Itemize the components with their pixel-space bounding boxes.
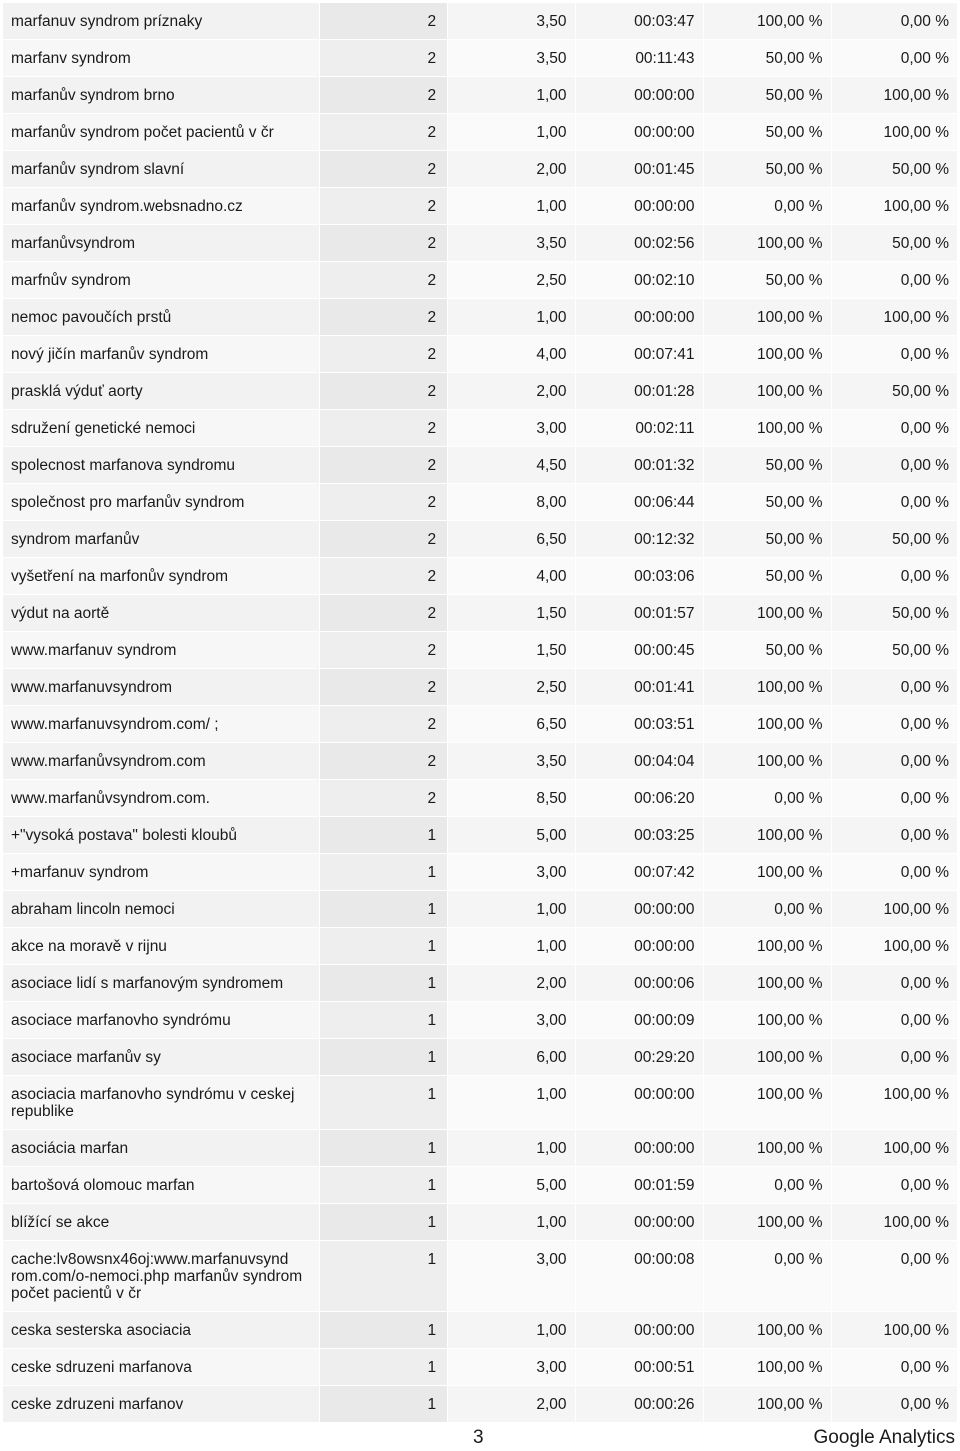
pages-per-visit-cell: 5,00 <box>447 1167 575 1204</box>
visits-cell: 1 <box>319 1204 447 1241</box>
bounce-rate-cell: 0,00 % <box>831 669 957 706</box>
table-row <box>3 1039 957 1076</box>
table-row <box>3 891 957 928</box>
table-row <box>3 447 957 484</box>
bounce-rate-cell: 0,00 % <box>831 743 957 780</box>
keyword-cell: bartošová olomouc marfan <box>3 1167 319 1204</box>
bounce-rate-cell: 100,00 % <box>831 1312 957 1349</box>
visits-cell: 2 <box>319 77 447 114</box>
pages-per-visit-cell: 2,00 <box>447 1386 575 1423</box>
table-row <box>3 780 957 817</box>
page-number: 3 <box>473 1427 484 1448</box>
table-row <box>3 262 957 299</box>
keyword-cell: marfanv syndrom <box>3 40 319 77</box>
keyword-cell: nový jičín marfanův syndrom <box>3 336 319 373</box>
avg-time-cell: 00:03:51 <box>575 706 703 743</box>
avg-time-cell: 00:04:04 <box>575 743 703 780</box>
new-visits-cell: 50,00 % <box>703 632 831 669</box>
bounce-rate-cell: 50,00 % <box>831 225 957 262</box>
new-visits-cell: 100,00 % <box>703 706 831 743</box>
visits-cell: 1 <box>319 1386 447 1423</box>
visits-cell: 2 <box>319 225 447 262</box>
pages-per-visit-cell: 3,50 <box>447 3 575 40</box>
bounce-rate-cell: 100,00 % <box>831 928 957 965</box>
keyword-cell: výdut na aortě <box>3 595 319 632</box>
keyword-cell: marfanův syndrom brno <box>3 77 319 114</box>
bounce-rate-cell: 0,00 % <box>831 780 957 817</box>
avg-time-cell: 00:03:06 <box>575 558 703 595</box>
table-row <box>3 817 957 854</box>
bounce-rate-cell: 0,00 % <box>831 262 957 299</box>
avg-time-cell: 00:03:25 <box>575 817 703 854</box>
keyword-cell: asociácia marfan <box>3 1130 319 1167</box>
bounce-rate-cell: 100,00 % <box>831 299 957 336</box>
bounce-rate-cell: 0,00 % <box>831 447 957 484</box>
pages-per-visit-cell: 6,50 <box>447 521 575 558</box>
pages-per-visit-cell: 3,00 <box>447 410 575 447</box>
keyword-cell: asociace marfanův sy <box>3 1039 319 1076</box>
keyword-cell: prasklá výduť aorty <box>3 373 319 410</box>
keyword-cell: marfanův syndrom.websnadno.cz <box>3 188 319 225</box>
keyword-cell: syndrom marfanův <box>3 521 319 558</box>
pages-per-visit-cell: 1,00 <box>447 299 575 336</box>
avg-time-cell: 00:01:57 <box>575 595 703 632</box>
pages-per-visit-cell: 4,00 <box>447 558 575 595</box>
keyword-cell: asociace lidí s marfanovým syndromem <box>3 965 319 1002</box>
pages-per-visit-cell: 2,00 <box>447 373 575 410</box>
avg-time-cell: 00:12:32 <box>575 521 703 558</box>
pages-per-visit-cell: 2,00 <box>447 965 575 1002</box>
new-visits-cell: 100,00 % <box>703 1204 831 1241</box>
pages-per-visit-cell: 3,50 <box>447 40 575 77</box>
table-row <box>3 40 957 77</box>
avg-time-cell: 00:00:00 <box>575 299 703 336</box>
new-visits-cell: 100,00 % <box>703 1386 831 1423</box>
keyword-cell: marfanuv syndrom príznaky <box>3 3 319 40</box>
keyword-cell: cache:lv8owsnx46oj:www.marfanuvsynd rom.com/o-nemoci.php marfanův syndrom počet pacientů v čr <box>3 1241 319 1312</box>
table-row <box>3 965 957 1002</box>
visits-cell: 2 <box>319 151 447 188</box>
pages-per-visit-cell: 2,00 <box>447 151 575 188</box>
bounce-rate-cell: 0,00 % <box>831 1167 957 1204</box>
visits-cell: 1 <box>319 965 447 1002</box>
new-visits-cell: 50,00 % <box>703 262 831 299</box>
avg-time-cell: 00:00:00 <box>575 114 703 151</box>
keyword-cell: sdružení genetické nemoci <box>3 410 319 447</box>
avg-time-cell: 00:00:00 <box>575 928 703 965</box>
avg-time-cell: 00:01:32 <box>575 447 703 484</box>
new-visits-cell: 100,00 % <box>703 373 831 410</box>
table-row <box>3 336 957 373</box>
avg-time-cell: 00:02:10 <box>575 262 703 299</box>
bounce-rate-cell: 100,00 % <box>831 188 957 225</box>
avg-time-cell: 00:06:44 <box>575 484 703 521</box>
table-row <box>3 373 957 410</box>
new-visits-cell: 0,00 % <box>703 891 831 928</box>
visits-cell: 2 <box>319 262 447 299</box>
avg-time-cell: 00:00:00 <box>575 188 703 225</box>
keyword-cell: www.marfanůvsyndrom.com. <box>3 780 319 817</box>
keyword-cell: abraham lincoln nemoci <box>3 891 319 928</box>
avg-time-cell: 00:00:09 <box>575 1002 703 1039</box>
bounce-rate-cell: 0,00 % <box>831 410 957 447</box>
visits-cell: 2 <box>319 743 447 780</box>
bounce-rate-cell: 50,00 % <box>831 373 957 410</box>
avg-time-cell: 00:00:26 <box>575 1386 703 1423</box>
keyword-cell: www.marfanuvsyndrom <box>3 669 319 706</box>
new-visits-cell: 100,00 % <box>703 3 831 40</box>
table-body <box>3 3 957 1423</box>
avg-time-cell: 00:00:51 <box>575 1349 703 1386</box>
table-row <box>3 3 957 40</box>
new-visits-cell: 100,00 % <box>703 743 831 780</box>
bounce-rate-cell: 0,00 % <box>831 965 957 1002</box>
pages-per-visit-cell: 8,50 <box>447 780 575 817</box>
bounce-rate-cell: 0,00 % <box>831 854 957 891</box>
keyword-cell: www.marfanůvsyndrom.com <box>3 743 319 780</box>
pages-per-visit-cell: 1,00 <box>447 928 575 965</box>
keyword-cell: ceske zdruzeni marfanov <box>3 1386 319 1423</box>
avg-time-cell: 00:02:56 <box>575 225 703 262</box>
bounce-rate-cell: 0,00 % <box>831 1386 957 1423</box>
visits-cell: 1 <box>319 1002 447 1039</box>
pages-per-visit-cell: 6,50 <box>447 706 575 743</box>
avg-time-cell: 00:00:00 <box>575 1076 703 1130</box>
bounce-rate-cell: 0,00 % <box>831 3 957 40</box>
table-row <box>3 225 957 262</box>
avg-time-cell: 00:06:20 <box>575 780 703 817</box>
avg-time-cell: 00:11:43 <box>575 40 703 77</box>
visits-cell: 1 <box>319 854 447 891</box>
visits-cell: 2 <box>319 188 447 225</box>
visits-cell: 2 <box>319 632 447 669</box>
new-visits-cell: 50,00 % <box>703 114 831 151</box>
table-row <box>3 410 957 447</box>
pages-per-visit-cell: 1,00 <box>447 1130 575 1167</box>
pages-per-visit-cell: 1,00 <box>447 1204 575 1241</box>
keyword-cell: asociacia marfanovho syndrómu v ceskej republike <box>3 1076 319 1130</box>
new-visits-cell: 50,00 % <box>703 484 831 521</box>
visits-cell: 1 <box>319 1312 447 1349</box>
visits-cell: 2 <box>319 780 447 817</box>
visits-cell: 1 <box>319 817 447 854</box>
pages-per-visit-cell: 4,50 <box>447 447 575 484</box>
keyword-report-table <box>3 3 957 1423</box>
pages-per-visit-cell: 1,50 <box>447 632 575 669</box>
bounce-rate-cell: 50,00 % <box>831 595 957 632</box>
new-visits-cell: 50,00 % <box>703 77 831 114</box>
pages-per-visit-cell: 3,00 <box>447 854 575 891</box>
table-row <box>3 484 957 521</box>
table-row <box>3 77 957 114</box>
avg-time-cell: 00:01:59 <box>575 1167 703 1204</box>
keyword-cell: marfanův syndrom slavní <box>3 151 319 188</box>
keyword-cell: +"vysoká postava" bolesti kloubů <box>3 817 319 854</box>
bounce-rate-cell: 50,00 % <box>831 151 957 188</box>
pages-per-visit-cell: 3,50 <box>447 225 575 262</box>
footer-brand: Google Analytics <box>813 1427 955 1448</box>
new-visits-cell: 100,00 % <box>703 225 831 262</box>
avg-time-cell: 00:03:47 <box>575 3 703 40</box>
new-visits-cell: 100,00 % <box>703 336 831 373</box>
new-visits-cell: 100,00 % <box>703 669 831 706</box>
new-visits-cell: 100,00 % <box>703 1349 831 1386</box>
new-visits-cell: 100,00 % <box>703 299 831 336</box>
new-visits-cell: 50,00 % <box>703 521 831 558</box>
new-visits-cell: 50,00 % <box>703 151 831 188</box>
page-footer <box>0 1424 960 1451</box>
table-row <box>3 521 957 558</box>
pages-per-visit-cell: 1,00 <box>447 891 575 928</box>
pages-per-visit-cell: 1,50 <box>447 595 575 632</box>
visits-cell: 2 <box>319 595 447 632</box>
avg-time-cell: 00:00:08 <box>575 1241 703 1312</box>
new-visits-cell: 0,00 % <box>703 780 831 817</box>
avg-time-cell: 00:01:41 <box>575 669 703 706</box>
table-row <box>3 854 957 891</box>
table-row <box>3 114 957 151</box>
pages-per-visit-cell: 2,50 <box>447 669 575 706</box>
keyword-cell: marfnův syndrom <box>3 262 319 299</box>
visits-cell: 2 <box>319 299 447 336</box>
keyword-cell: asociace marfanovho syndrómu <box>3 1002 319 1039</box>
pages-per-visit-cell: 1,00 <box>447 77 575 114</box>
pages-per-visit-cell: 1,00 <box>447 188 575 225</box>
keyword-cell: +marfanuv syndrom <box>3 854 319 891</box>
new-visits-cell: 100,00 % <box>703 965 831 1002</box>
avg-time-cell: 00:01:45 <box>575 151 703 188</box>
visits-cell: 1 <box>319 1039 447 1076</box>
visits-cell: 2 <box>319 336 447 373</box>
visits-cell: 1 <box>319 1349 447 1386</box>
keyword-cell: ceska sesterska asociacia <box>3 1312 319 1349</box>
table-row <box>3 151 957 188</box>
visits-cell: 1 <box>319 1167 447 1204</box>
new-visits-cell: 100,00 % <box>703 854 831 891</box>
visits-cell: 1 <box>319 1241 447 1312</box>
pages-per-visit-cell: 4,00 <box>447 336 575 373</box>
table-row <box>3 706 957 743</box>
avg-time-cell: 00:00:00 <box>575 1204 703 1241</box>
keyword-cell: ceske sdruzeni marfanova <box>3 1349 319 1386</box>
bounce-rate-cell: 0,00 % <box>831 817 957 854</box>
table-row <box>3 1312 957 1349</box>
table-row <box>3 743 957 780</box>
pages-per-visit-cell: 6,00 <box>447 1039 575 1076</box>
visits-cell: 2 <box>319 410 447 447</box>
bounce-rate-cell: 100,00 % <box>831 1130 957 1167</box>
avg-time-cell: 00:00:00 <box>575 1312 703 1349</box>
visits-cell: 2 <box>319 669 447 706</box>
avg-time-cell: 00:00:00 <box>575 1130 703 1167</box>
avg-time-cell: 00:02:11 <box>575 410 703 447</box>
keyword-cell: nemoc pavoučích prstů <box>3 299 319 336</box>
avg-time-cell: 00:00:00 <box>575 77 703 114</box>
new-visits-cell: 0,00 % <box>703 1241 831 1312</box>
table-row <box>3 1002 957 1039</box>
visits-cell: 2 <box>319 40 447 77</box>
avg-time-cell: 00:01:28 <box>575 373 703 410</box>
bounce-rate-cell: 0,00 % <box>831 1349 957 1386</box>
new-visits-cell: 0,00 % <box>703 1167 831 1204</box>
table-row <box>3 1130 957 1167</box>
pages-per-visit-cell: 3,00 <box>447 1349 575 1386</box>
visits-cell: 2 <box>319 484 447 521</box>
bounce-rate-cell: 100,00 % <box>831 114 957 151</box>
bounce-rate-cell: 100,00 % <box>831 1076 957 1130</box>
visits-cell: 2 <box>319 114 447 151</box>
new-visits-cell: 0,00 % <box>703 188 831 225</box>
new-visits-cell: 100,00 % <box>703 1002 831 1039</box>
keyword-cell: spolecnost marfanova syndromu <box>3 447 319 484</box>
bounce-rate-cell: 0,00 % <box>831 484 957 521</box>
bounce-rate-cell: 0,00 % <box>831 1039 957 1076</box>
keyword-cell: akce na moravě v rijnu <box>3 928 319 965</box>
table-row <box>3 1349 957 1386</box>
new-visits-cell: 100,00 % <box>703 410 831 447</box>
visits-cell: 2 <box>319 373 447 410</box>
visits-cell: 1 <box>319 928 447 965</box>
keyword-cell: marfanův syndrom počet pacientů v čr <box>3 114 319 151</box>
pages-per-visit-cell: 1,00 <box>447 114 575 151</box>
visits-cell: 2 <box>319 521 447 558</box>
bounce-rate-cell: 100,00 % <box>831 1204 957 1241</box>
keyword-cell: www.marfanuvsyndrom.com/ ; <box>3 706 319 743</box>
visits-cell: 2 <box>319 558 447 595</box>
bounce-rate-cell: 0,00 % <box>831 706 957 743</box>
table-row <box>3 632 957 669</box>
table-row <box>3 595 957 632</box>
new-visits-cell: 100,00 % <box>703 928 831 965</box>
pages-per-visit-cell: 8,00 <box>447 484 575 521</box>
table-row <box>3 1204 957 1241</box>
new-visits-cell: 50,00 % <box>703 40 831 77</box>
pages-per-visit-cell: 3,50 <box>447 743 575 780</box>
table-row <box>3 669 957 706</box>
keyword-cell: společnost pro marfanův syndrom <box>3 484 319 521</box>
new-visits-cell: 100,00 % <box>703 1039 831 1076</box>
pages-per-visit-cell: 2,50 <box>447 262 575 299</box>
bounce-rate-cell: 0,00 % <box>831 40 957 77</box>
bounce-rate-cell: 0,00 % <box>831 558 957 595</box>
bounce-rate-cell: 50,00 % <box>831 632 957 669</box>
visits-cell: 2 <box>319 447 447 484</box>
bounce-rate-cell: 0,00 % <box>831 336 957 373</box>
bounce-rate-cell: 0,00 % <box>831 1241 957 1312</box>
visits-cell: 2 <box>319 706 447 743</box>
new-visits-cell: 100,00 % <box>703 595 831 632</box>
avg-time-cell: 00:00:06 <box>575 965 703 1002</box>
table-row <box>3 1241 957 1312</box>
new-visits-cell: 100,00 % <box>703 817 831 854</box>
table-row <box>3 558 957 595</box>
avg-time-cell: 00:07:42 <box>575 854 703 891</box>
keyword-cell: vyšetření na marfonův syndrom <box>3 558 319 595</box>
bounce-rate-cell: 100,00 % <box>831 891 957 928</box>
table-row <box>3 299 957 336</box>
pages-per-visit-cell: 3,00 <box>447 1002 575 1039</box>
table-row <box>3 928 957 965</box>
bounce-rate-cell: 0,00 % <box>831 1002 957 1039</box>
new-visits-cell: 100,00 % <box>703 1076 831 1130</box>
new-visits-cell: 100,00 % <box>703 1312 831 1349</box>
new-visits-cell: 50,00 % <box>703 558 831 595</box>
visits-cell: 1 <box>319 1130 447 1167</box>
visits-cell: 2 <box>319 3 447 40</box>
pages-per-visit-cell: 5,00 <box>447 817 575 854</box>
new-visits-cell: 100,00 % <box>703 1130 831 1167</box>
avg-time-cell: 00:00:45 <box>575 632 703 669</box>
keyword-cell: blížící se akce <box>3 1204 319 1241</box>
table-row <box>3 188 957 225</box>
new-visits-cell: 50,00 % <box>703 447 831 484</box>
avg-time-cell: 00:07:41 <box>575 336 703 373</box>
pages-per-visit-cell: 3,00 <box>447 1241 575 1312</box>
keyword-cell: www.marfanuv syndrom <box>3 632 319 669</box>
pages-per-visit-cell: 1,00 <box>447 1076 575 1130</box>
table-row <box>3 1386 957 1423</box>
table-row <box>3 1167 957 1204</box>
keyword-cell: marfanůvsyndrom <box>3 225 319 262</box>
visits-cell: 1 <box>319 1076 447 1130</box>
pages-per-visit-cell: 1,00 <box>447 1312 575 1349</box>
avg-time-cell: 00:00:00 <box>575 891 703 928</box>
bounce-rate-cell: 50,00 % <box>831 521 957 558</box>
bounce-rate-cell: 100,00 % <box>831 77 957 114</box>
table-row <box>3 1076 957 1130</box>
avg-time-cell: 00:29:20 <box>575 1039 703 1076</box>
visits-cell: 1 <box>319 891 447 928</box>
